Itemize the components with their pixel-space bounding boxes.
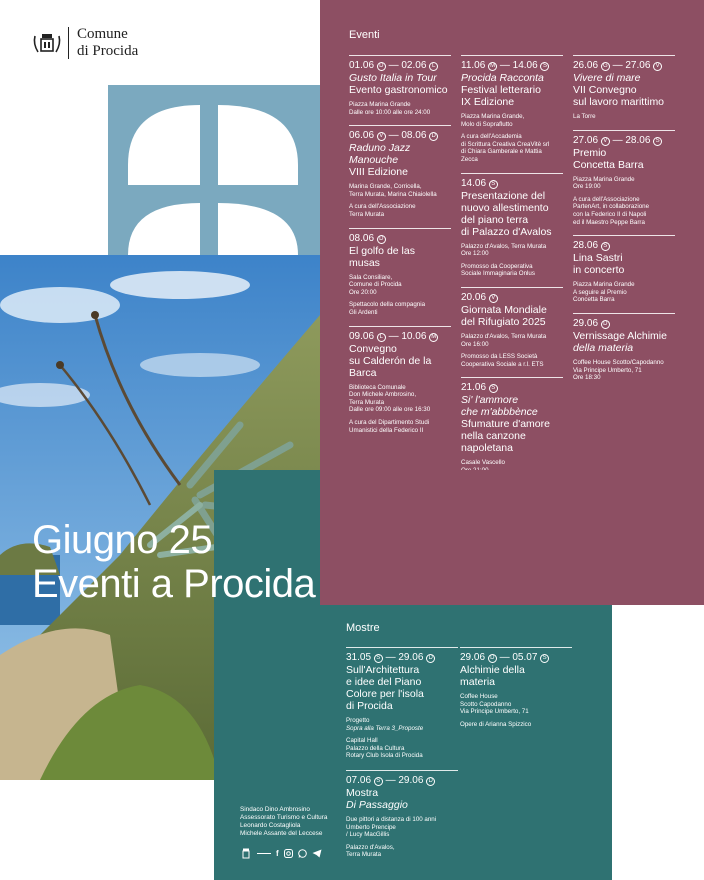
whatsapp-icon[interactable] — [298, 849, 307, 858]
page-title: Giugno 25 Eventi a Procida — [32, 518, 316, 606]
exhibition-item[interactable]: 29.06 D — 05.07 S Alchimie della materia Coffee House Scotto Capodanno Via Principe Umberto, 71 Opere di Arianna Spizzico — [460, 647, 572, 728]
exhibition-item[interactable]: 07.06 S — 29.06 D Mostra Di Passaggio Due pittori a distanza di 100 anni Umberto Prencipe / Lucy MacGillis Palazzo d'Avalos, Terra Murata — [346, 770, 458, 859]
event-item[interactable]: 27.06 V — 28.06 S Premio Concetta Barra Piazza Marina Grande Ore 19:00 A cura dell'Associazione PartenArt, in collaborazione con la Federico II di Napoli ed il Maestro Peppe Barra — [573, 130, 675, 227]
telegram-icon[interactable] — [312, 849, 322, 858]
municipality-logo — [32, 26, 138, 60]
event-item[interactable]: 14.06 S Presentazione del nuovo allestimento del piano terra di Palazzo d'Avalos Palazzo d'Avalos, Terra Murata Ore 12:00 Promosso da Cooperativa Sociale Immaginaria Onlus — [461, 173, 563, 278]
divider — [257, 853, 271, 854]
event-item[interactable]: 26.06 G — 27.06 V Vivere di mare VII Convegno sul lavoro marittimo La Torre — [573, 55, 675, 121]
municipality-name: Comune di Procida — [77, 26, 139, 59]
exhibition-item[interactable]: 31.05 S — 29.06 D Sull'Architettura e idee del Piano Colore per l'isola di Procida Progetto Sopra alla Terra 3_Proposte Capital Hall Palazzo della Cultura Rotary Club Isola di Procida — [346, 647, 458, 760]
exhibitions-heading: Mostre — [346, 622, 380, 634]
event-item[interactable]: 20.06 V Giornata Mondiale del Rifugiato 2025 Palazzo d'Avalos, Terra Murata Ore 16:00 Promosso da LESS Società Cooperativa Sociale a r.l. ETS — [461, 287, 563, 368]
events-column-1 — [349, 55, 451, 443]
logo-divider — [68, 27, 69, 59]
decorative-arches — [108, 85, 320, 257]
event-item[interactable]: 08.06 D El golfo de las musas Sala Consiliare, Comune di Procida Ore 20:00 Spettacolo della compagnia Gli Ardenti — [349, 228, 451, 317]
social-links — [240, 848, 322, 859]
event-item[interactable]: 01.06 D — 02.06 L Gusto Italia in Tour Evento gastronomico Piazza Marina Grande Dalle ore 10:00 alle ore 24:00 — [349, 55, 451, 116]
crest-icon — [32, 28, 62, 58]
events-column-3 — [573, 55, 675, 391]
exhibitions-column-2 — [460, 647, 572, 737]
event-item[interactable]: 21.06 S Si' l'ammore che m'abbbènce Sfumature d'amore nella canzone napoletana Casale Vascello — [461, 377, 563, 487]
event-item[interactable]: 06.06 V — 08.06 D Raduno Jazz Manouche VIII Edizione Marina Grande, Corricella, Terra Murata, Marina Chiaiolella A cura dell'Associazione Terra Murata — [349, 125, 451, 218]
crest-icon — [240, 848, 252, 859]
credits: Sindaco Dino Ambrosino Assessorato Turismo e Cultura Leonardo Costagliola Michele Assante del Leccese — [240, 806, 328, 837]
exhibitions-column-1 — [346, 647, 458, 868]
facebook-icon[interactable]: f — [276, 849, 279, 858]
event-item[interactable]: 11.06 M — 14.06 S Procida Racconta Festival letterario IX Edizione Piazza Marina Grande, Molo di Sopraflutto A cura dell'Accademia di Scrittura Creativa CreaVitè srl di Chiara Gamberale e Mattia Zecca — [461, 55, 563, 164]
instagram-icon[interactable] — [284, 849, 293, 858]
event-item[interactable]: 09.06 L — 10.06 M Convegno su Calderón de la Barca Biblioteca Comunale Don Michele Ambrosino, Terra Murata Dalle ore 09:00 alle ore 16:30 A cura del Dipartimento Studi Umanistici della Federico II — [349, 326, 451, 435]
events-heading: Eventi — [349, 29, 380, 41]
event-item[interactable]: 28.06 S Lina Sastri in concerto Piazza Marina Grande A seguire al Premio Concetta Barra — [573, 235, 675, 304]
event-item[interactable]: 29.06 D Vernissage Alchimie della materia Coffee House Scotto/Capodanno Via Principe Umberto, 71 Ore 18:30 — [573, 313, 675, 382]
